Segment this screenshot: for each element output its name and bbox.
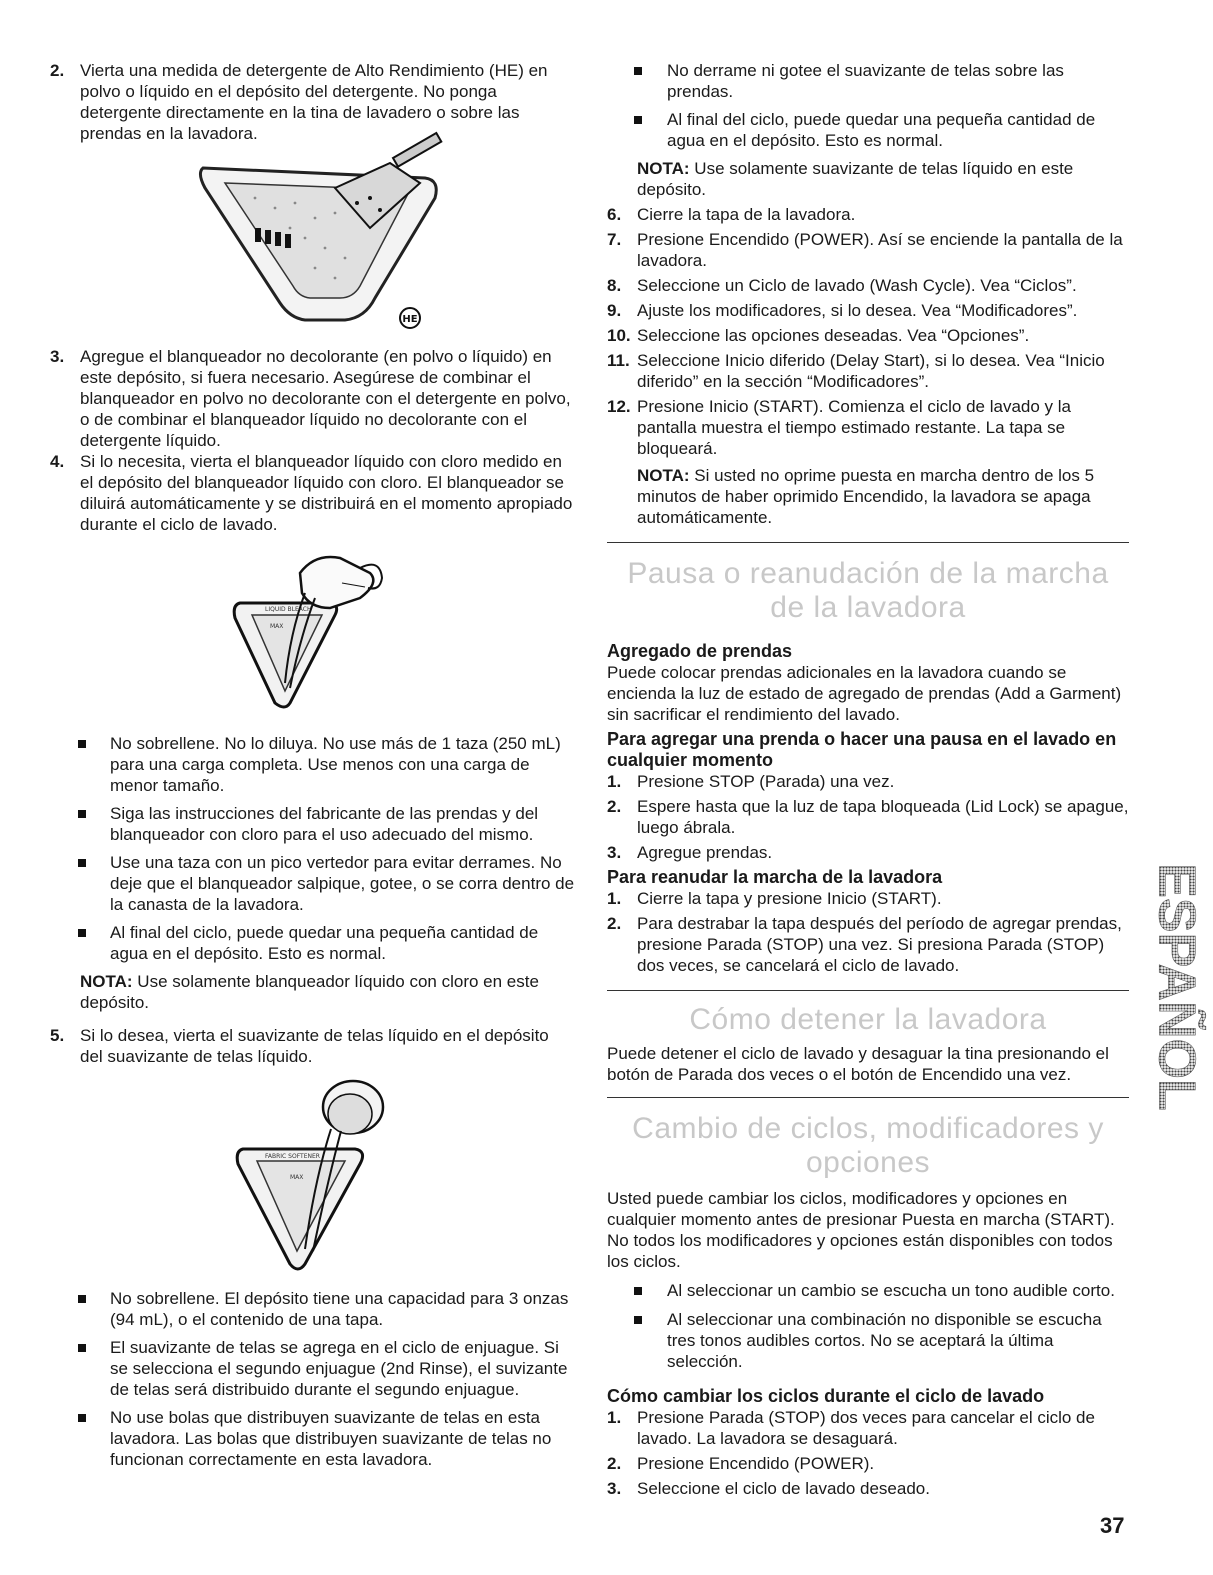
step-12-note: NOTA: Si usted no oprime puesta en marcha dentro de los 5 minutos de haber oprimido Encendido, la lavadora se apaga automáticamente.: [637, 466, 1095, 527]
resume-step: 1. Cierre la tapa y presione Inicio (START).: [607, 889, 942, 908]
bleach-dispenser-illustration: [230, 553, 390, 713]
svg-text:HE: HE: [402, 314, 418, 325]
pause-heading: Para agregar una prenda o hacer una pausa en el lavado en cualquier momento: [607, 729, 1117, 770]
softener-bullet: No use bolas que distribuyen suavizante de telas en esta lavadora. Las bolas que distribuyen suavizante de telas no funcionan correctamente en esta lavadora.: [50, 1407, 575, 1470]
softener-dispenser-illustration: [235, 1079, 395, 1274]
change-step: 3. Seleccione el ciclo de lavado deseado.: [607, 1479, 930, 1498]
step-7: 7. Presione Encendido (POWER). Así se enciende la pantalla de la lavadora.: [607, 230, 1123, 270]
change-step: 1. Presione Parada (STOP) dos veces para cancelar el ciclo de lavado. La lavadora se desaguará.: [607, 1408, 1095, 1448]
change-step: 2. Presione Encendido (POWER).: [607, 1454, 875, 1473]
change-bullet: Al seleccionar un cambio se escucha un tono audible corto.: [607, 1280, 1129, 1301]
espanol-tab-label: ESPAÑOL: [1147, 863, 1206, 1111]
softener-bullet: Al final del ciclo, puede quedar una pequeña cantidad de agua en el depósito. Esto es normal.: [607, 109, 1129, 151]
page-number: 37: [1100, 1513, 1125, 1538]
svg-text:LIQUID BLEACH: LIQUID BLEACH: [265, 606, 312, 613]
bleach-bullets: [50, 733, 575, 964]
pause-step: 1. Presione STOP (Parada) una vez.: [607, 772, 895, 791]
section-divider: [607, 990, 1129, 991]
left-column: [50, 60, 575, 1470]
change-section-text: Usted puede cambiar los ciclos, modificadores y opciones en cualquier momento antes de presionar Puesta en marcha (START). No todos los modificadores y opciones están disponibles con todos los ciclos.: [607, 1189, 1115, 1271]
softener-bullet: El suavizante de telas se agrega en el ciclo de enjuague. Si se selecciona el segundo enjuague (2nd Rinse), el suvizante de telas será distribuido durante el segundo enjuague.: [50, 1337, 575, 1400]
section-divider: [607, 542, 1129, 543]
step-6: 6. Cierre la tapa de la lavadora.: [607, 205, 856, 224]
step-3: 3. Agregue el blanqueador no decolorante (en polvo o líquido) en este depósito, si fuera necesario. Asegúrese de combinar el blanqueador en polvo no decolorante con el detergente en polvo, o de combinar el blanqueador líquido no decolorante con el detergente líquido.: [50, 347, 571, 450]
change-bullet: Al seleccionar una combinación no disponible se escucha tres tonos audibles cortos. No se aceptará la última selección.: [607, 1309, 1129, 1372]
detergent-dispenser-figure: [195, 158, 465, 338]
pause-step: 2. Espere hasta que la luz de tapa bloqueada (Lid Lock) se apague, luego ábrala.: [607, 797, 1129, 837]
svg-text:MAX: MAX: [290, 1174, 304, 1181]
main-steps: [607, 204, 1129, 459]
bleach-note: NOTA: Use solamente blanqueador líquido con cloro en este depósito.: [80, 972, 539, 1012]
step-8: 8. Seleccione un Ciclo de lavado (Wash Cycle). Vea “Ciclos”.: [607, 276, 1077, 295]
pause-section-title: Pausa o reanudación de la marcha de la lavadora: [627, 557, 1109, 624]
softener-bullet: No sobrellene. El depósito tiene una capacidad para 3 onzas (94 mL), o el contenido de una tapa.: [50, 1288, 575, 1330]
step-4: 4. Si lo necesita, vierta el blanqueador líquido con cloro medido en el depósito del blanqueador líquido con cloro. El blanqueador se diluirá automáticamente y se distribuirá en el momento apropiado durante el ciclo de lavado.: [50, 452, 573, 534]
language-side-tab: [1147, 815, 1206, 1160]
bleach-bullet: Use una taza con un pico vertedor para evitar derrames. No deje que el blanqueador salpique, gotee, o se corra dentro de la canasta de la lavadora.: [50, 852, 575, 915]
step-2: 2. Vierta una medida de detergente de Alto Rendimiento (HE) en polvo o líquido en el depósito del detergente. No ponga detergente directamente en la tina de lavadero o sobre las prendas en la lavadora.: [50, 61, 548, 143]
change-cycle-heading: Cómo cambiar los ciclos durante el ciclo de lavado: [607, 1386, 1045, 1406]
bleach-bullet: Siga las instrucciones del fabricante de las prendas y del blanqueador con cloro para el uso adecuado del mismo.: [50, 803, 575, 845]
softener-dispenser-figure: [235, 1079, 395, 1274]
right-column: [607, 60, 1129, 1499]
pause-step: 3. Agregue prendas.: [607, 843, 773, 862]
add-garment-heading: Agregado de prendas: [607, 641, 793, 661]
add-garment-text: Puede colocar prendas adicionales en la lavadora cuando se encienda la luz de estado de agregado de prendas (Add a Garment) sin sacrificar el rendimiento del lavado.: [607, 663, 1122, 724]
stop-section-text: Puede detener el ciclo de lavado y desaguar la tina presionando el botón de Parada dos veces o el botón de Encendido una vez.: [607, 1044, 1109, 1084]
step-9: 9. Ajuste los modificadores, si lo desea. Vea “Modificadores”.: [607, 301, 1078, 320]
detergent-dispenser-illustration: [195, 158, 465, 338]
step-5: 5. Si lo desea, vierta el suavizante de telas líquido en el depósito del suavizante de telas líquido.: [50, 1026, 549, 1066]
change-section-title: Cambio de ciclos, modificadores y opciones: [632, 1112, 1104, 1179]
softener-bullet: No derrame ni gotee el suavizante de telas sobre las prendas.: [607, 60, 1129, 102]
step-11: 11. Seleccione Inicio diferido (Delay Start), si lo desea. Vea “Inicio diferido” en la sección “Modificadores”.: [607, 351, 1105, 391]
svg-text:FABRIC SOFTENER: FABRIC SOFTENER: [265, 1153, 320, 1160]
section-divider: [607, 1097, 1129, 1098]
step-10: 10. Seleccione las opciones deseadas. Vea “Opciones”.: [607, 326, 1030, 345]
softener-note: NOTA: Use solamente suavizante de telas líquido en este depósito.: [637, 159, 1074, 199]
svg-text:MAX: MAX: [270, 623, 284, 630]
bleach-bullet: Al final del ciclo, puede quedar una pequeña cantidad de agua en el depósito. Esto es normal.: [50, 922, 575, 964]
stop-section-title: Cómo detener la lavadora: [689, 1003, 1047, 1036]
resume-step: 2. Para destrabar la tapa después del período de agregar prendas, presione Parada (STOP) una vez. Si presiona Parada (STOP) dos veces, se cancelará el ciclo de lavado.: [607, 914, 1122, 975]
bleach-bullet: No sobrellene. No lo diluya. No use más de 1 taza (250 mL) para una carga completa. Use menos con una carga de menor tamaño.: [50, 733, 575, 796]
bleach-dispenser-figure: [230, 553, 390, 713]
resume-heading: Para reanudar la marcha de la lavadora: [607, 867, 943, 887]
step-12: 12. Presione Inicio (START). Comienza el ciclo de lavado y la pantalla muestra el tiempo estimado restante. La tapa se bloqueará.: [607, 397, 1071, 458]
softener-bullets: [50, 1288, 575, 1470]
